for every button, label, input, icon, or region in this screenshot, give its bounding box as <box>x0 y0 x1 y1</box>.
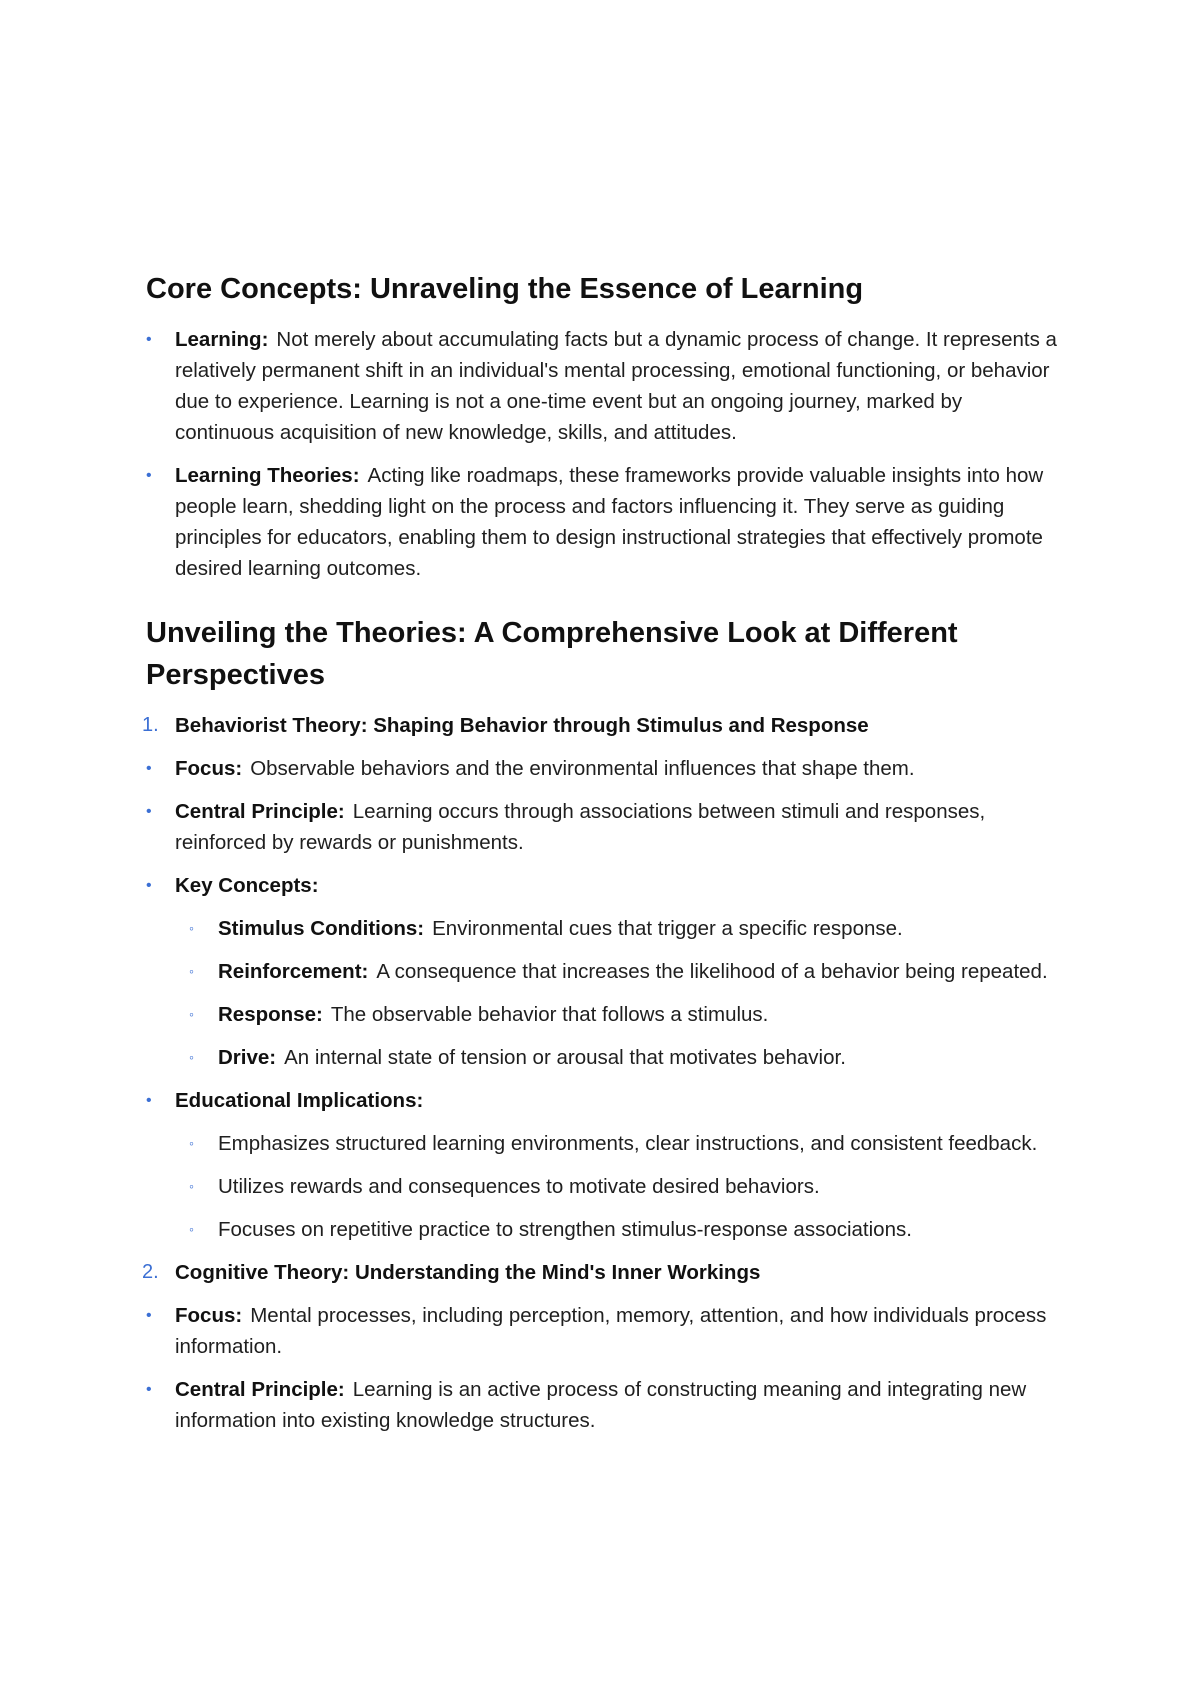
list-item <box>146 1374 1066 1436</box>
list-item <box>146 460 1066 584</box>
sub-bullet-icon: ◦ <box>189 1221 194 1237</box>
numbered-item-behaviorist <box>142 710 1066 741</box>
sub-bullet-icon: ◦ <box>189 1135 194 1151</box>
core-concepts-list <box>146 324 1066 584</box>
term-description: A consequence that increases the likelihood of a behavior being repeated. <box>376 960 1048 983</box>
term-description: Environmental cues that trigger a specific response. <box>432 917 903 940</box>
theory-title: Cognitive Theory: Understanding the Mind's Inner Workings <box>175 1261 761 1284</box>
sub-list-item <box>189 1171 1066 1202</box>
term-label: Reinforcement: <box>218 960 369 983</box>
list-item <box>146 324 1066 448</box>
bullet-icon: • <box>146 1092 152 1109</box>
term-label: Learning Theories: <box>175 464 360 487</box>
sub-bullet-icon: ◦ <box>189 1049 194 1065</box>
document-content <box>142 268 1066 1436</box>
list-item <box>146 796 1066 858</box>
list-item <box>146 870 1066 901</box>
term-label: Central Principle: <box>175 800 345 823</box>
term-label: Key Concepts: <box>175 874 319 897</box>
implication-text: Utilizes rewards and consequences to motivate desired behaviors. <box>218 1175 820 1198</box>
implication-text: Focuses on repetitive practice to strengthen stimulus-response associations. <box>218 1218 912 1241</box>
bullet-icon: • <box>146 331 152 348</box>
term-label: Educational Implications: <box>175 1089 424 1112</box>
term-label: Response: <box>218 1003 323 1026</box>
bullet-icon: • <box>146 803 152 820</box>
sub-list-item <box>189 956 1066 987</box>
term-label: Central Principle: <box>175 1378 345 1401</box>
list-item <box>146 1300 1066 1362</box>
list-item <box>146 753 1066 784</box>
heading-theories: Unveiling the Theories: A Comprehensive Look at Different Perspectives <box>146 617 958 691</box>
term-description: An internal state of tension or arousal that motivates behavior. <box>284 1046 846 1069</box>
list-number: 1. <box>142 714 159 736</box>
list-number: 2. <box>142 1261 159 1283</box>
term-description: Acting like roadmaps, these frameworks provide valuable insights into how people learn, shedding light on the process and factors influencing it. They serve as guiding principles for educators, enabling them to design instructional strategies that effectively promote desired learning outcomes. <box>175 464 1044 580</box>
term-description: Learning occurs through associations between stimuli and responses, reinforced by rewards or punishments. <box>175 800 986 854</box>
numbered-item-cognitive <box>142 1257 1066 1288</box>
sub-bullet-icon: ◦ <box>189 1178 194 1194</box>
bullet-icon: • <box>146 467 152 484</box>
term-label: Stimulus Conditions: <box>218 917 425 940</box>
bullet-icon: • <box>146 760 152 777</box>
sub-bullet-icon: ◦ <box>189 920 194 936</box>
term-description: Not merely about accumulating facts but a dynamic process of change. It represents a relatively permanent shift in an individual's mental processing, emotional functioning, or behavior due to experience. Learning is not a one-time event but an ongoing journey, marked by continuous acquisition of new knowledge, skills, and attitudes. <box>175 328 1057 444</box>
sub-bullet-icon: ◦ <box>189 1006 194 1022</box>
bullet-icon: • <box>146 1381 152 1398</box>
sub-list-item <box>189 999 1066 1030</box>
bullet-icon: • <box>146 877 152 894</box>
sub-list-item <box>189 913 1066 944</box>
heading-core-concepts: Core Concepts: Unraveling the Essence of Learning <box>146 273 864 305</box>
theories-list <box>142 710 1066 1436</box>
implication-text: Emphasizes structured learning environments, clear instructions, and consistent feedback. <box>218 1132 1038 1155</box>
term-description: Mental processes, including perception, memory, attention, and how individuals process information. <box>175 1304 1047 1358</box>
list-item <box>146 1085 1066 1116</box>
term-label: Learning: <box>175 328 269 351</box>
term-description: The observable behavior that follows a stimulus. <box>330 1003 769 1026</box>
sub-list-item <box>189 1042 1066 1073</box>
term-label: Focus: <box>175 757 243 780</box>
sub-list-item <box>189 1128 1066 1159</box>
sub-bullet-icon: ◦ <box>189 963 194 979</box>
theory-title: Behaviorist Theory: Shaping Behavior through Stimulus and Response <box>175 714 869 737</box>
bullet-icon: • <box>146 1307 152 1324</box>
term-description: Observable behaviors and the environmental influences that shape them. <box>250 757 915 780</box>
term-label: Drive: <box>218 1046 277 1069</box>
sub-list-item <box>189 1214 1066 1245</box>
term-label: Focus: <box>175 1304 243 1327</box>
term-description: Learning is an active process of constructing meaning and integrating new information into existing knowledge structures. <box>175 1378 1027 1432</box>
